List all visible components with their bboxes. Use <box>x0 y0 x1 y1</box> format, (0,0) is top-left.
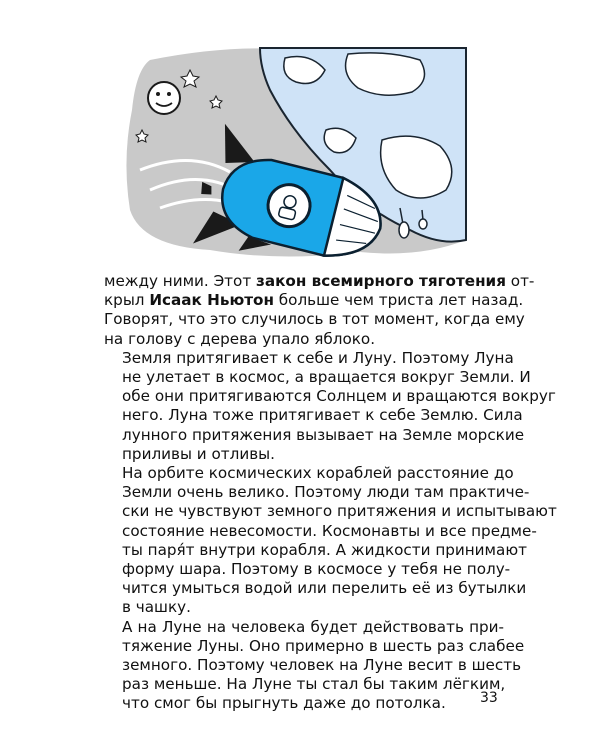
text-segment: Говорят, что это случилось в тот момент, когда ему <box>104 310 525 329</box>
text-line <box>104 291 524 310</box>
text-line <box>104 502 557 521</box>
page-number: 33 <box>480 690 498 706</box>
text-line <box>104 445 504 464</box>
text-segment: него. Луна тоже притягивает к себе Землю. Сила <box>122 406 523 425</box>
text-segment: ски не чувствуют земного притяжения и испытывают <box>122 502 557 521</box>
text-line <box>104 425 525 445</box>
space-illustration <box>120 40 470 262</box>
text-segment: что смог бы прыгнуть даже до потолка. <box>122 694 446 713</box>
text-line <box>104 368 531 387</box>
text-line <box>104 464 514 483</box>
text-segment: не улетает в космос, а вращается вокруг Земли. И <box>122 368 531 387</box>
text-segment: Земля притягивает к себе и Луну. Поэтому Луна <box>122 348 514 367</box>
text-line <box>104 560 511 579</box>
text-segment: чится умыться водой или перелить её из бутылки <box>122 579 527 598</box>
text-line <box>104 310 525 329</box>
text-segment: тяжение Луны. Оно примерно в шесть раз слабее <box>122 636 525 655</box>
text-segment: А на Луне на человека будет действовать при- <box>122 617 504 636</box>
text-line <box>104 406 523 425</box>
illustration-svg <box>120 40 470 262</box>
text-segment: от- <box>505 272 535 290</box>
text-line <box>104 675 504 694</box>
text-segment: ты паря́т внутри корабля. А жидкости принимают <box>122 540 527 559</box>
paragraph <box>104 464 557 618</box>
paragraph <box>104 272 535 349</box>
bold-term: закон всемирного тяготения <box>256 272 506 290</box>
text-segment: состояние невесомости. Космонавты и все предме- <box>122 521 537 540</box>
text-segment: обе они притягиваются Солнцем и вращаются вокруг <box>122 387 556 406</box>
text-segment: раз меньше. На Луне ты стал бы таким лёгким, <box>122 675 506 694</box>
text-line <box>104 348 514 368</box>
text-segment: На орбите космических кораблей расстояние до <box>122 464 514 483</box>
text-segment: земного. Поэтому человек на Луне весит в шесть <box>122 656 522 675</box>
bold-term: Исаак Ньютон <box>149 291 274 310</box>
apple-icon <box>399 222 409 238</box>
text-segment: в чашку. <box>122 598 191 617</box>
text-line <box>104 636 525 656</box>
text-line <box>104 483 530 502</box>
text-segment: крыл <box>104 291 150 310</box>
paragraph <box>104 348 556 464</box>
text-segment: Земли очень велико. Поэтому люди там практиче- <box>122 483 530 502</box>
text-segment: форму шара. Поэтому в космосе у тебя не полу- <box>122 560 511 579</box>
body-text <box>104 272 557 714</box>
text-segment: больше чем триста лет назад. <box>273 291 524 310</box>
text-line <box>104 579 527 598</box>
paragraph <box>104 617 525 714</box>
moon-icon <box>148 82 180 114</box>
text-line <box>104 598 504 617</box>
text-line <box>104 540 527 560</box>
text-line <box>104 694 504 713</box>
text-line <box>104 656 522 675</box>
text-line <box>104 387 556 406</box>
text-line <box>104 521 537 541</box>
text-segment: на голову с дерева упало яблоко. <box>104 329 376 348</box>
text-line <box>104 618 504 637</box>
text-line <box>104 272 535 291</box>
text-segment: между ними. Этот <box>104 272 257 290</box>
text-segment: приливы и отливы. <box>122 444 275 463</box>
text-segment: лунного притяжения вызывает на Земле морские <box>122 425 525 444</box>
text-line <box>104 330 504 349</box>
